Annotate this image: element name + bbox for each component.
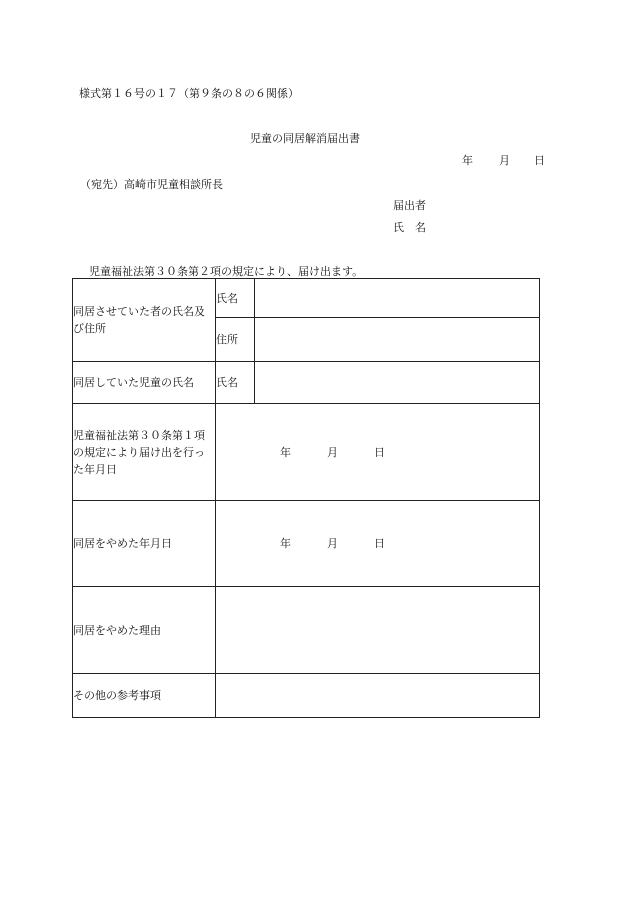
- other-notes-label: その他の参考事項: [73, 674, 216, 718]
- date-month: 月: [327, 537, 338, 550]
- date-day: 日: [534, 154, 545, 167]
- child-name-field[interactable]: [255, 362, 540, 404]
- child-name-sub-label: 氏名: [216, 362, 255, 404]
- applicant-label: 届出者: [393, 199, 426, 212]
- date-month: 月: [327, 445, 338, 459]
- cohabitant-address-field[interactable]: [255, 318, 540, 362]
- document-title: 児童の同居解消届出書: [250, 132, 360, 145]
- end-reason-field[interactable]: [216, 587, 540, 674]
- end-reason-label: 同居をやめた理由: [73, 587, 216, 674]
- cohabitant-name-field[interactable]: [255, 279, 540, 318]
- notification-form-table: [72, 278, 540, 718]
- end-date-label: 同居をやめた年月日: [73, 501, 216, 587]
- cohabitant-name-address-label: 同居させていた者の氏名及び住所: [73, 279, 216, 362]
- intro-text: 児童福祉法第３０条第２項の規定により、届け出ます。: [89, 265, 364, 278]
- submission-date: [462, 152, 545, 168]
- table-row: [73, 587, 540, 674]
- notification-date-field[interactable]: [216, 404, 540, 501]
- date-month: 月: [499, 154, 510, 167]
- date-year: 年: [462, 154, 473, 167]
- date-year: 年: [280, 537, 291, 550]
- end-date-field[interactable]: [216, 501, 540, 587]
- table-row: [73, 279, 540, 318]
- table-row: [73, 362, 540, 404]
- date-day: 日: [374, 445, 385, 459]
- form-number: 様式第１６号の１７（第９条の８の６関係）: [79, 87, 299, 100]
- date-year: 年: [280, 445, 291, 459]
- other-notes-field[interactable]: [216, 674, 540, 718]
- cohabitant-name-label: 氏名: [216, 279, 255, 318]
- child-name-label: 同居していた児童の氏名: [73, 362, 216, 404]
- date-day: 日: [374, 537, 385, 550]
- notification-date-label: 児童福祉法第３０条第１項の規定により届け出を行った年月日: [73, 404, 216, 501]
- table-row: [73, 501, 540, 587]
- cohabitant-address-label: 住所: [216, 318, 255, 362]
- applicant-name-label: 氏 名: [393, 221, 426, 234]
- table-row: [73, 674, 540, 718]
- addressee: （宛先）高崎市児童相談所長: [80, 178, 223, 191]
- table-row: [73, 404, 540, 501]
